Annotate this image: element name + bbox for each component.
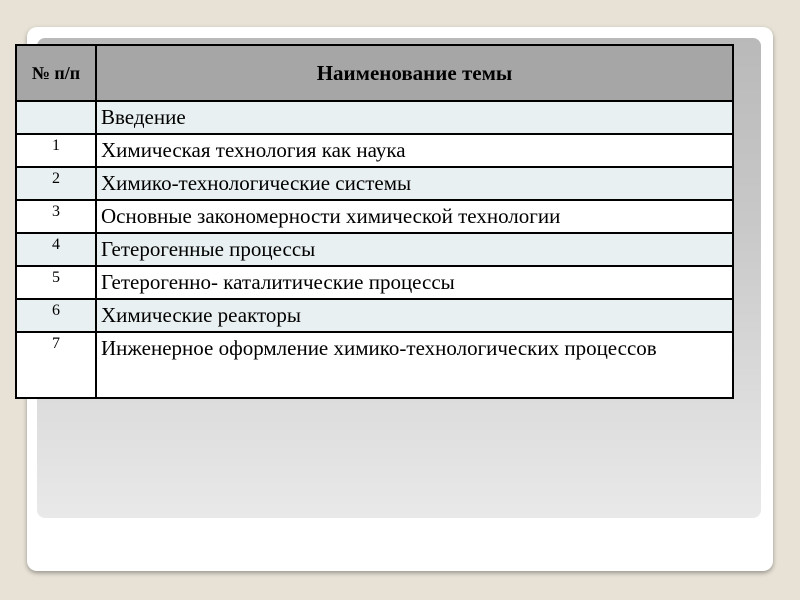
table-row bbox=[16, 266, 733, 299]
row-topic: Гетерогенные процессы bbox=[96, 233, 733, 266]
row-number: 1 bbox=[16, 134, 96, 167]
row-topic: Гетерогенно- каталитические процессы bbox=[96, 266, 733, 299]
table-row bbox=[16, 134, 733, 167]
row-topic: Химическая технология как наука bbox=[96, 134, 733, 167]
table-row bbox=[16, 299, 733, 332]
row-number: 5 bbox=[16, 266, 96, 299]
row-number bbox=[16, 101, 96, 134]
table-row bbox=[16, 167, 733, 200]
row-number: 3 bbox=[16, 200, 96, 233]
row-number: 2 bbox=[16, 167, 96, 200]
header-topic-name: Наименование темы bbox=[96, 45, 733, 101]
table-row bbox=[16, 101, 733, 134]
row-topic: Введение bbox=[96, 101, 733, 134]
table-row bbox=[16, 200, 733, 233]
row-number: 6 bbox=[16, 299, 96, 332]
table-row bbox=[16, 332, 733, 398]
topics-table bbox=[15, 44, 734, 399]
row-number: 7 bbox=[16, 332, 96, 398]
row-topic: Инженерное оформление химико-технологических процессов bbox=[96, 332, 733, 398]
table-header-row bbox=[16, 45, 733, 101]
row-topic: Химические реакторы bbox=[96, 299, 733, 332]
table-row bbox=[16, 233, 733, 266]
header-number: № п/п bbox=[16, 45, 96, 101]
row-number: 4 bbox=[16, 233, 96, 266]
row-topic: Химико-технологические системы bbox=[96, 167, 733, 200]
row-topic: Основные закономерности химической технологии bbox=[96, 200, 733, 233]
